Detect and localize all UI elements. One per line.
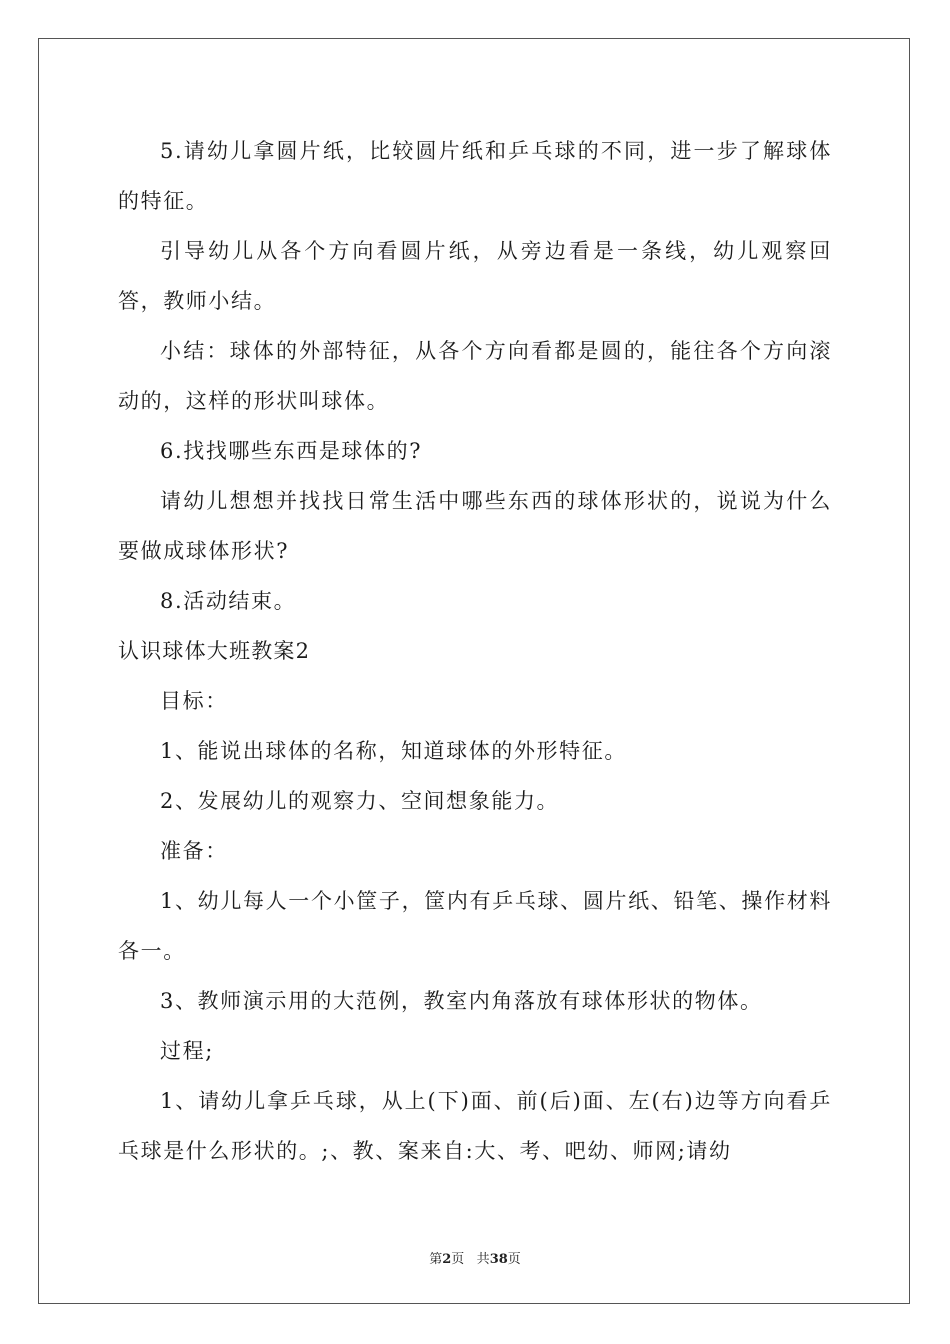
paragraph: 小结：球体的外部特征，从各个方向看都是圆的，能往各个方向滚动的，这样的形状叫球体。 [118,339,832,413]
paragraph: 6.找找哪些东西是球体的? [160,439,423,463]
paragraph: 1、幼儿每人一个小筐子，筐内有乒乓球、圆片纸、铅笔、操作材料各一。 [118,889,832,963]
paragraph: 1、能说出球体的名称，知道球体的外形特征。 [160,739,627,763]
paragraph: 请幼儿想想并找找日常生活中哪些东西的球体形状的，说说为什么要做成球体形状? [118,489,832,563]
page-suffix: 页 [451,1252,465,1267]
page-prefix: 第 [429,1252,443,1267]
page-current: 2 [442,1252,452,1267]
paragraph: 3、教师演示用的大范例，教室内角落放有球体形状的物体。 [160,989,763,1013]
total-prefix: 共 [476,1252,490,1267]
document-body [118,126,832,1176]
paragraph: 目标： [160,689,228,713]
paragraph: 准备： [160,839,228,863]
page-footer [0,1248,950,1267]
paragraph: 5.请幼儿拿圆片纸，比较圆片纸和乒乓球的不同，进一步了解球体的特征。 [118,139,832,213]
total-suffix: 页 [507,1252,521,1267]
paragraph: 2、发展幼儿的观察力、空间想象能力。 [160,789,560,813]
paragraph: 引导幼儿从各个方向看圆片纸，从旁边看是一条线，幼儿观察回答，教师小结。 [118,239,832,313]
section-heading: 认识球体大班教案2 [118,639,311,663]
paragraph: 8.活动结束。 [160,589,297,613]
paragraph: 过程; [160,1039,214,1063]
paragraph: 1、请幼儿拿乒乓球，从上(下)面、前(后)面、左(右)边等方向看乒乓球是什么形状的。;、教、案来自:大、考、吧幼、师网;请幼 [118,1089,832,1163]
page-total: 38 [489,1252,508,1267]
